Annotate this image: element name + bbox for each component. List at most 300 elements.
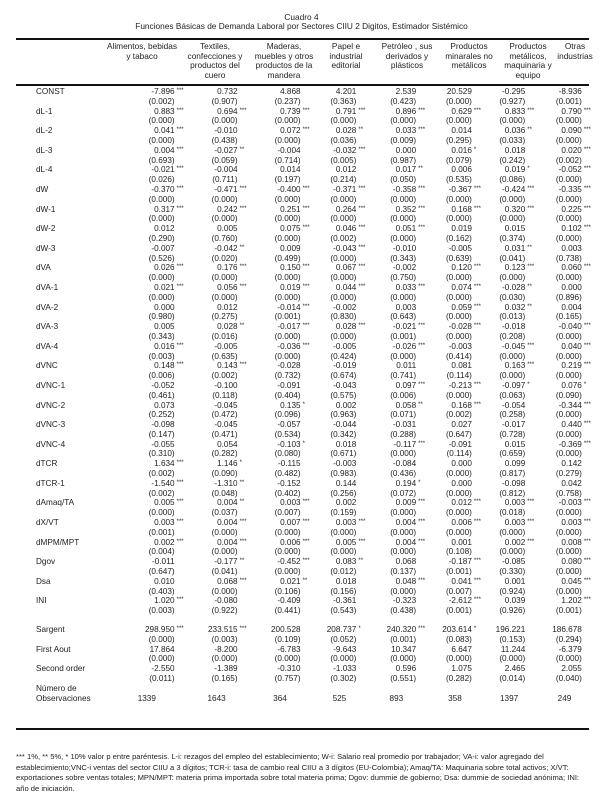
significance-stars (238, 87, 260, 97)
significance-stars: *** (358, 205, 366, 212)
coefficient: 0.003 (280, 498, 301, 508)
table-row (16, 596, 603, 606)
p-value: (0.114) (446, 371, 472, 381)
p-value: (0.001) (390, 634, 417, 644)
empty-cell (472, 195, 493, 205)
empty-cell (175, 312, 196, 322)
p-value: (0.165) (211, 674, 238, 684)
variable-label: dW-1 (36, 204, 56, 214)
significance-stars: *** (358, 185, 366, 192)
empty-cell (238, 469, 260, 479)
table-row-pvalue (16, 528, 603, 538)
empty-cell (525, 234, 547, 244)
p-value: (0.812) (499, 488, 526, 498)
p-value: (0.000) (445, 214, 472, 224)
empty-cell (472, 587, 493, 597)
empty-cell (582, 352, 603, 362)
observation-count: 1339 (137, 693, 156, 703)
table-number: Cuadro 4 (284, 12, 319, 22)
table-row (16, 263, 603, 273)
p-value: (0.041) (499, 253, 526, 263)
p-value: (0.005) (330, 155, 357, 165)
table-row-pvalue (16, 567, 603, 577)
coefficient: -0.005 (214, 341, 238, 351)
table-row (16, 107, 603, 117)
p-value: (0.153) (499, 634, 526, 644)
empty-cell (582, 469, 603, 479)
empty-label (16, 391, 119, 401)
significance-stars: *** (527, 264, 535, 271)
significance-stars (472, 244, 493, 254)
coefficient: -0.021 (392, 322, 417, 332)
p-value: (0.009) (390, 135, 417, 145)
empty-cell (175, 156, 196, 166)
significance-stars: *** (527, 342, 535, 349)
significance-stars (356, 381, 376, 391)
empty-cell (175, 410, 196, 420)
empty-cell (301, 175, 323, 185)
coefficient: 0.028 (335, 126, 357, 136)
coefficient: 0.028 (335, 322, 357, 332)
p-value: (0.000) (148, 273, 175, 283)
observation-count: 1397 (499, 693, 519, 703)
significance-stars: *** (176, 264, 184, 271)
significance-stars: *** (358, 538, 366, 545)
significance-stars (175, 303, 196, 313)
significance-stars: *** (302, 499, 310, 506)
coefficient: -0.027 (214, 145, 238, 155)
coefficient: 0.003 (395, 302, 417, 312)
empty-cell (175, 449, 196, 459)
coefficient: 0.168 (451, 400, 472, 410)
significance-stars: *** (527, 205, 535, 212)
coefficient: 0.018 (335, 576, 357, 586)
table-row (16, 205, 603, 215)
significance-stars (525, 440, 547, 450)
coefficient: -6.379 (558, 644, 582, 654)
p-value: (0.000) (330, 253, 357, 263)
coefficient: -9.643 (333, 644, 357, 654)
empty-cell (525, 254, 547, 264)
empty-cell (582, 332, 603, 342)
empty-cell (582, 547, 603, 557)
table-row (16, 165, 603, 175)
variable-label: dVA-4 (36, 341, 59, 351)
empty-cell (472, 254, 493, 264)
significance-stars: *** (583, 166, 591, 173)
significance-stars: *** (583, 421, 591, 428)
coefficient: 0.739 (280, 106, 301, 116)
significance-stars: * (527, 381, 530, 388)
p-value: (0.000) (555, 135, 582, 145)
p-value: (0.000) (445, 527, 472, 537)
empty-cell (416, 352, 438, 362)
empty-cell (525, 674, 547, 684)
variable-label: dTCR-1 (36, 478, 65, 488)
table-title: Funciones Básicas de Demanda Laboral por Sectores CIIU 2 Digitos, Estimador Sistémico (135, 21, 468, 31)
p-value: (0.926) (499, 606, 526, 616)
empty-cell (582, 175, 603, 185)
coefficient: 0.004 (217, 498, 238, 508)
empty-cell (525, 489, 547, 499)
coefficient: -1.033 (333, 664, 357, 674)
variable-label: CONST (36, 87, 65, 96)
significance-stars (416, 664, 438, 674)
coefficient: 0.021 (280, 576, 301, 586)
empty-cell (416, 234, 438, 244)
significance-stars: *** (302, 519, 310, 526)
variable-label: dVA-3 (36, 322, 59, 332)
table-row (16, 664, 603, 674)
significance-stars (175, 322, 196, 332)
p-value: (0.000) (274, 233, 301, 243)
coefficient: 0.003 (561, 243, 582, 253)
p-value: (0.922) (211, 606, 238, 616)
significance-stars (525, 596, 547, 606)
p-value: (0.404) (274, 390, 301, 400)
p-value: (0.000) (274, 567, 301, 577)
p-value: (0.757) (274, 674, 301, 684)
coefficient: 298.950 (145, 625, 175, 635)
p-value: (0.197) (274, 175, 301, 185)
empty-cell (175, 587, 196, 597)
coefficient: 0.083 (335, 557, 357, 567)
coefficient: 0.004 (154, 145, 175, 155)
coefficient: 0.006 (451, 518, 472, 528)
empty-cell (525, 547, 547, 557)
empty-cell (582, 293, 603, 303)
p-value: (0.760) (211, 233, 238, 243)
coefficient: -0.028 (448, 322, 472, 332)
coefficient: 0.068 (217, 576, 238, 586)
empty-cell (175, 430, 196, 440)
empty-cell (175, 528, 196, 538)
significance-stars: *** (583, 538, 591, 545)
p-value: (0.000) (148, 135, 175, 145)
table-row (16, 518, 603, 528)
significance-stars: *** (239, 107, 247, 114)
empty-cell (472, 175, 493, 185)
empty-cell (472, 352, 493, 362)
significance-stars (472, 479, 493, 489)
empty-cell (175, 567, 196, 577)
table-row (16, 283, 603, 293)
empty-cell (582, 156, 603, 166)
p-value: (0.000) (555, 371, 582, 381)
coefficient: 0.004 (395, 537, 417, 547)
p-value: (0.436) (390, 469, 417, 479)
significance-stars: *** (418, 323, 426, 330)
empty-cell (416, 156, 438, 166)
p-value: (0.402) (274, 488, 301, 498)
coefficient: 0.012 (154, 224, 175, 234)
coefficient: 0.036 (504, 126, 526, 136)
significance-stars (356, 479, 376, 489)
significance-stars: *** (473, 283, 481, 290)
empty-label (16, 430, 119, 440)
table-row (16, 185, 603, 195)
empty-label (16, 654, 119, 664)
coefficient: -0.452 (277, 557, 301, 567)
empty-cell (582, 587, 603, 597)
significance-stars: *** (302, 264, 310, 271)
p-value: (0.007) (274, 508, 301, 518)
variable-label: dVA-1 (36, 282, 59, 292)
coefficient: 0.003 (504, 498, 526, 508)
coefficient: 20.529 (446, 87, 472, 96)
coefficient: -0.367 (448, 184, 472, 194)
variable-label: dVNC (36, 361, 58, 371)
coefficient: 0.219 (561, 361, 582, 371)
significance-stars (472, 440, 493, 450)
coefficient: 0.097 (395, 380, 417, 390)
coefficient: 1.020 (154, 596, 175, 606)
significance-stars (356, 440, 376, 450)
coefficient: -0.400 (277, 184, 301, 194)
p-value: (0.551) (390, 674, 417, 684)
coefficient: -0.019 (333, 361, 357, 371)
significance-stars: *** (418, 577, 426, 584)
p-value: (0.000) (555, 654, 582, 664)
p-value: (0.000) (555, 527, 582, 537)
table-row-pvalue (16, 449, 603, 459)
empty-cell (356, 175, 376, 185)
variable-label: dW-2 (36, 224, 56, 234)
empty-cell (525, 156, 547, 166)
p-value: (0.016) (211, 331, 238, 341)
coefficient: 0.002 (504, 537, 526, 547)
p-value: (0.014) (499, 674, 526, 684)
p-value: (0.147) (148, 429, 175, 439)
significance-stars (416, 596, 438, 606)
coefficient: -0.084 (392, 459, 417, 469)
p-value: (0.002) (555, 155, 582, 165)
empty-cell (238, 214, 260, 224)
significance-stars: *** (473, 185, 481, 192)
empty-cell (416, 410, 438, 420)
significance-stars: *** (527, 362, 535, 369)
p-value: (0.000) (499, 654, 526, 664)
empty-cell (356, 430, 376, 440)
significance-stars: * (583, 381, 587, 388)
significance-stars: *** (473, 107, 481, 114)
coefficient: 0.033 (395, 282, 417, 292)
empty-cell (416, 293, 438, 303)
p-value: (0.001) (274, 312, 301, 322)
coefficient: 0.056 (217, 282, 238, 292)
significance-stars: *** (176, 519, 184, 526)
p-value: (0.003) (211, 634, 238, 644)
significance-stars (238, 381, 260, 391)
p-value: (0.000) (445, 390, 472, 400)
significance-stars (582, 87, 603, 97)
significance-stars: *** (176, 185, 184, 192)
p-value: (0.004) (148, 547, 175, 557)
empty-cell (356, 635, 376, 645)
col-header-3: Maderas, muebles y otros productos de la mandera (254, 41, 314, 80)
coefficient: 0.008 (561, 537, 582, 547)
significance-stars: *** (583, 558, 591, 565)
p-value: (0.963) (330, 410, 357, 420)
variable-label: Sargent (36, 625, 65, 635)
p-value: (0.000) (211, 214, 238, 224)
table-row (16, 361, 603, 371)
p-value: (0.000) (499, 116, 526, 126)
empty-cell (175, 694, 196, 704)
coefficient: -0.052 (558, 165, 582, 175)
empty-cell (416, 489, 438, 499)
p-value: (0.000) (555, 449, 582, 459)
empty-cell (238, 175, 260, 185)
significance-stars: *** (473, 519, 481, 526)
p-value: (0.096) (274, 410, 301, 420)
observation-count: 249 (557, 693, 572, 703)
coefficient: -1.310 (214, 478, 238, 488)
significance-stars: *** (418, 538, 426, 545)
significance-stars (175, 557, 196, 567)
p-value: (0.000) (390, 292, 417, 302)
coefficient: 0.225 (561, 204, 582, 214)
empty-cell (472, 635, 493, 645)
significance-stars (525, 479, 547, 489)
empty-label (16, 547, 119, 557)
significance-stars: *** (358, 244, 366, 251)
empty-cell (301, 214, 323, 224)
empty-cell (238, 606, 260, 616)
empty-cell (416, 312, 438, 322)
coefficient: 0.168 (451, 204, 472, 214)
significance-stars (582, 479, 603, 489)
coefficient: 0.000 (395, 145, 417, 155)
coefficient: 0.004 (217, 537, 238, 547)
coefficient: 0.075 (280, 224, 301, 234)
significance-stars (301, 420, 323, 430)
p-value: (0.018) (499, 508, 526, 518)
p-value: (0.040) (555, 674, 582, 684)
empty-cell (582, 391, 603, 401)
coefficient: -0.004 (277, 145, 301, 155)
significance-stars: *** (583, 185, 591, 192)
coefficient: -0.103 (277, 439, 301, 449)
empty-cell (525, 449, 547, 459)
p-value: (0.534) (274, 429, 301, 439)
coefficient: -0.042 (214, 243, 238, 253)
coefficient: -0.085 (502, 557, 526, 567)
empty-cell (525, 469, 547, 479)
coefficient: 0.004 (217, 518, 238, 528)
coefficient: -0.007 (151, 243, 175, 253)
empty-cell (525, 175, 547, 185)
coefficient: -0.152 (277, 478, 301, 488)
coefficient: 0.044 (335, 282, 357, 292)
p-value: (0.000) (555, 508, 582, 518)
empty-cell (175, 352, 196, 362)
significance-stars (356, 459, 376, 469)
significance-stars (238, 224, 260, 234)
significance-stars (238, 596, 260, 606)
empty-cell (301, 234, 323, 244)
p-value: (0.575) (330, 390, 357, 400)
p-value: (0.258) (499, 410, 526, 420)
significance-stars (472, 538, 493, 548)
empty-cell (472, 508, 493, 518)
table-row (16, 401, 603, 411)
significance-stars: *** (239, 626, 247, 633)
significance-stars: *** (239, 264, 247, 271)
significance-stars: *** (583, 440, 591, 447)
coefficient: 0.000 (451, 478, 472, 488)
empty-cell (238, 332, 260, 342)
empty-cell (582, 567, 603, 577)
significance-stars (416, 459, 438, 469)
significance-stars: * (473, 146, 477, 153)
p-value: (0.000) (148, 292, 175, 302)
p-value: (0.000) (555, 116, 582, 126)
empty-cell (472, 489, 493, 499)
coefficient: -0.361 (333, 596, 357, 606)
empty-cell (356, 116, 376, 126)
empty-cell (525, 694, 547, 704)
significance-stars: *** (473, 264, 481, 271)
significance-stars (525, 557, 547, 567)
significance-stars (301, 664, 323, 674)
coefficient: 2.465 (504, 664, 526, 674)
significance-stars: *** (176, 538, 184, 545)
significance-stars (582, 645, 603, 655)
p-value: (0.896) (555, 292, 582, 302)
significance-stars (525, 224, 547, 234)
empty-cell (525, 293, 547, 303)
empty-cell (472, 547, 493, 557)
coefficient: -0.044 (333, 420, 357, 430)
significance-stars: *** (473, 558, 481, 565)
significance-stars: *** (473, 597, 481, 604)
p-value: (0.711) (212, 175, 238, 185)
significance-stars: *** (176, 597, 184, 604)
significance-stars: *** (418, 381, 426, 388)
coefficient: 0.194 (395, 478, 417, 488)
significance-stars: ** (527, 127, 532, 134)
empty-cell (582, 528, 603, 538)
variable-label: dX/VT (36, 518, 59, 528)
significance-stars (525, 459, 547, 469)
table-row (16, 645, 603, 655)
significance-stars: * (473, 626, 477, 633)
coefficient: 0.018 (504, 145, 526, 155)
p-value: (0.000) (445, 292, 472, 302)
significance-stars: *** (583, 362, 591, 369)
significance-stars (416, 420, 438, 430)
coefficient: 0.003 (561, 518, 582, 528)
empty-cell (472, 449, 493, 459)
significance-stars: * (239, 460, 242, 467)
variable-label: dVNC-1 (36, 380, 66, 390)
significance-stars (582, 664, 603, 674)
empty-cell (356, 469, 376, 479)
empty-cell (301, 489, 323, 499)
empty-cell (301, 254, 323, 264)
empty-label (16, 214, 119, 224)
p-value: (0.006) (148, 371, 175, 381)
p-value: (0.037) (211, 508, 238, 518)
empty-label (16, 234, 119, 244)
coefficient: -0.031 (392, 420, 417, 430)
p-value: (0.000) (499, 371, 526, 381)
empty-cell (238, 449, 260, 459)
empty-cell (416, 273, 438, 283)
significance-stars (472, 459, 493, 469)
coefficient: -0.045 (214, 400, 238, 410)
